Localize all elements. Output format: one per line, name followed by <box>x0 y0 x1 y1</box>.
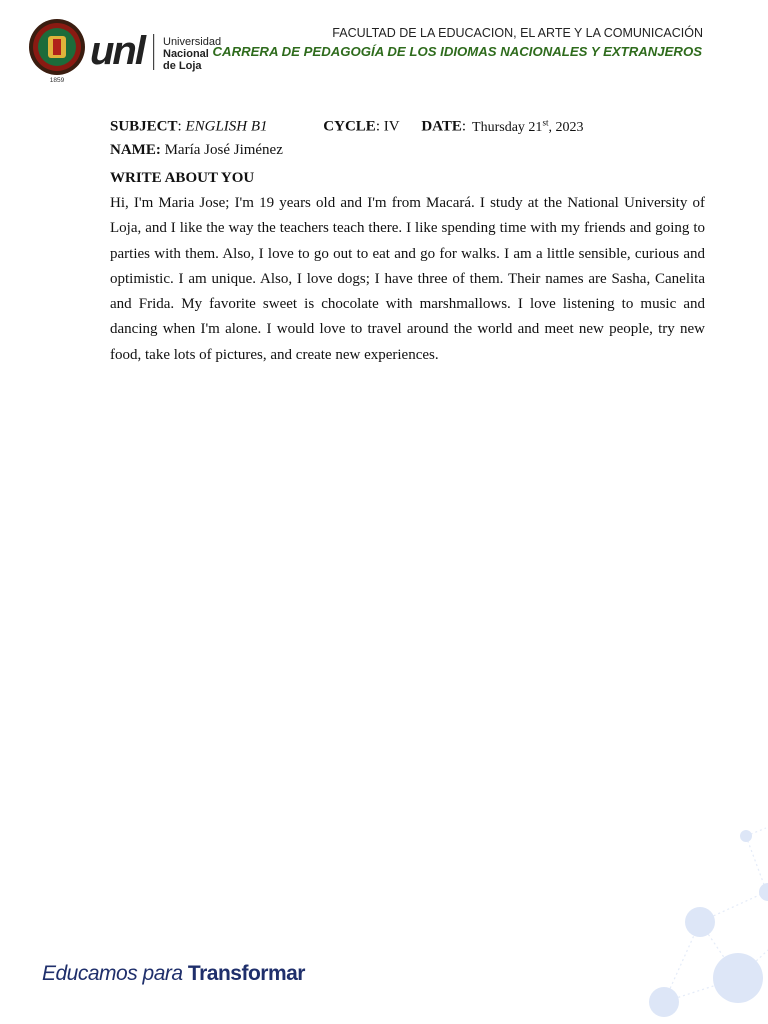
essay-paragraph: Hi, I'm Maria Jose; I'm 19 years old and I'm from Macará. I study at the National University of Loja, and I like the way the teachers teach there. I like spending time with my friends and going to parties with them. Also, I love to go out to eat and go for walks. I am a little sensible, curious and optimistic. I am unique. Also, I love dogs; I have three of them. Their names are Sasha, Canelita and Frida. My favorite sweet is chocolate with marshmallows. I love listening to music and dancing when I'm alone. I would love to travel around the world and meet new people, try new food, take lots of pictures, and create new experiences. <box>110 195 705 363</box>
unl-logo <box>90 26 225 76</box>
section-title: WRITE ABOUT YOU <box>110 170 255 186</box>
slogan-strong: Transformar <box>187 962 305 985</box>
subject-label: SUBJECT <box>110 118 178 135</box>
subject-value: ENGLISH B1 <box>185 118 268 135</box>
name-row <box>110 140 705 168</box>
name-label: NAME: <box>110 142 161 158</box>
name-value: María José Jiménez <box>164 142 283 158</box>
date-label: DATE <box>421 118 462 135</box>
logo-line-3: de Loja <box>163 60 202 72</box>
unl-mark: unl <box>90 29 144 73</box>
document-header <box>0 0 768 96</box>
assignment-content <box>110 112 705 368</box>
cycle-value: IV <box>383 118 400 135</box>
slogan-light: Educamos para <box>42 962 188 985</box>
university-seal-icon <box>28 18 86 84</box>
logo-line-2: Nacional <box>163 48 209 60</box>
subject-row: SUBJECT: ENGLISH B1 CYCLE: IV DATE: Thursday 21st, 2023 <box>110 117 584 135</box>
faculty-title: FACULTAD DE LA EDUCACION, EL ARTE Y LA COMUNICACIÓN <box>332 26 703 40</box>
career-title: CARRERA DE PEDAGOGÍA DE LOS IDIOMAS NACIONALES Y EXTRANJEROS <box>212 44 702 59</box>
cycle-label: CYCLE <box>323 118 376 135</box>
date-value: Thursday 21st, 2023 <box>472 117 584 135</box>
seal-year: 1859 <box>49 77 65 84</box>
footer-slogan <box>42 962 305 986</box>
network-decoration <box>640 820 768 1024</box>
logo-line-1: Universidad <box>163 36 222 48</box>
